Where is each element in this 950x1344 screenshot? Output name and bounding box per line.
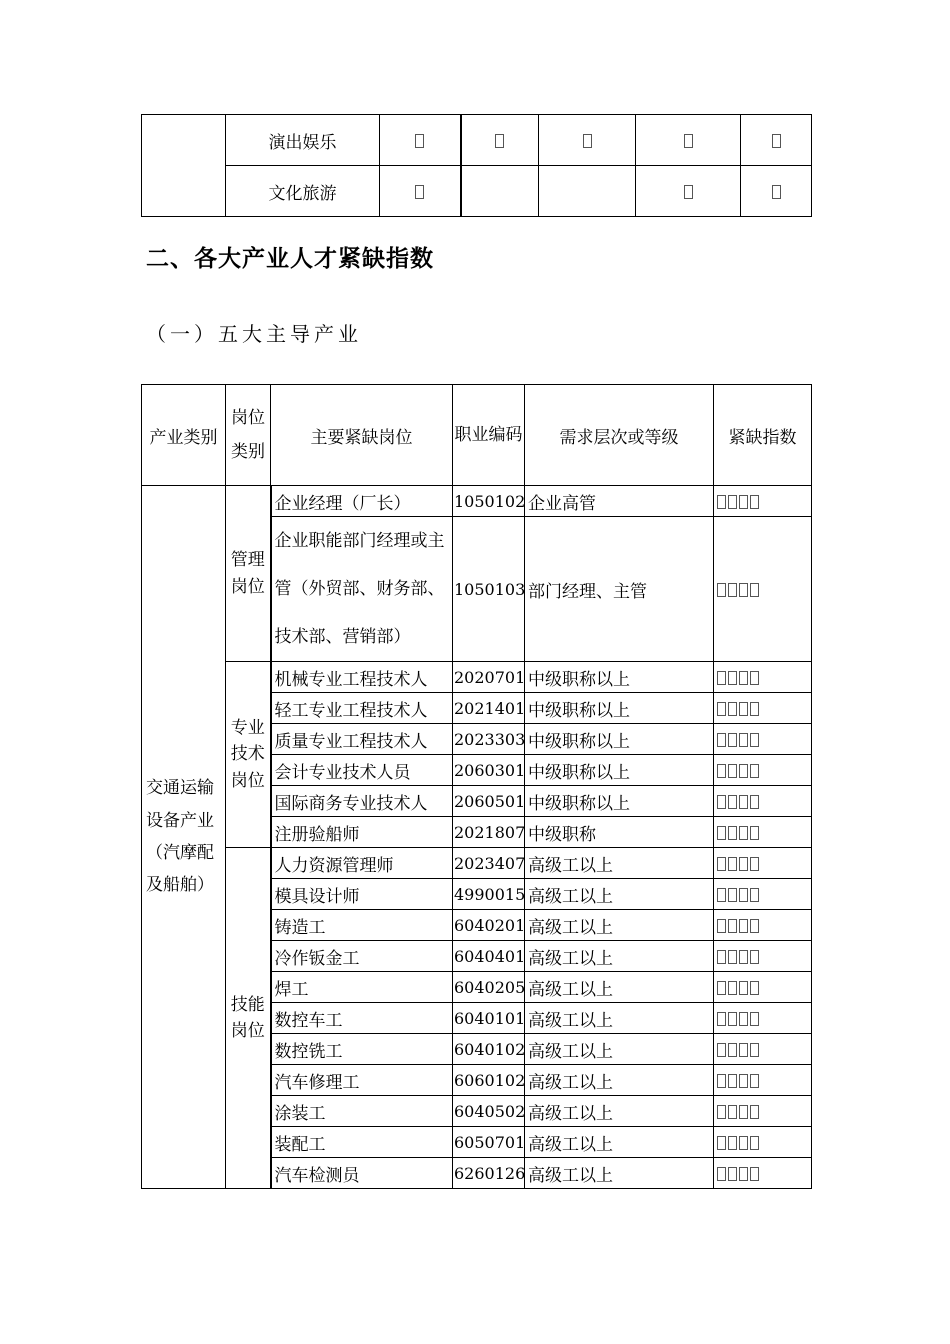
top-table-category-cell <box>142 115 226 217</box>
index-glyph-icon <box>750 888 759 902</box>
job-cell: 人力资源管理师 <box>271 848 453 879</box>
top-table-mark-cell <box>539 166 636 217</box>
header-level: 需求层次或等级 <box>525 385 714 486</box>
index-glyph-icon <box>750 702 759 716</box>
index-cell <box>714 786 812 817</box>
level-cell: 中级职称以上 <box>525 693 714 724</box>
index-glyph-icon <box>728 857 737 871</box>
mark-glyph-icon <box>495 134 504 148</box>
index-cell <box>714 693 812 724</box>
index-glyph-icon <box>750 950 759 964</box>
post-type-cell: 管理岗位 <box>226 486 271 662</box>
level-cell: 部门经理、主管 <box>525 517 714 662</box>
mark-glyph-icon <box>583 134 592 148</box>
job-cell: 涂装工 <box>271 1096 453 1127</box>
code-cell: 6040502 <box>453 1096 525 1127</box>
table-header-row <box>142 385 812 486</box>
index-glyph-icon <box>739 857 748 871</box>
index-glyph-icon <box>739 1043 748 1057</box>
table-row <box>142 662 812 693</box>
index-glyph-icon <box>728 764 737 778</box>
top-table-mark-cell <box>380 115 461 166</box>
level-cell: 高级工以上 <box>525 972 714 1003</box>
index-glyph-icon <box>739 919 748 933</box>
job-cell: 轻工专业工程技术人 <box>271 693 453 724</box>
index-glyph-icon <box>739 1105 748 1119</box>
code-cell: 2060301 <box>453 755 525 786</box>
mark-glyph-icon <box>415 134 424 148</box>
top-table-row <box>142 166 812 217</box>
job-cell: 企业经理（厂长） <box>271 486 453 517</box>
header-index: 紧缺指数 <box>714 385 812 486</box>
top-table-mark-cell <box>741 115 812 166</box>
top-table-label: 文化旅游 <box>226 166 380 217</box>
job-cell: 注册验船师 <box>271 817 453 848</box>
index-glyph-icon <box>717 981 726 995</box>
index-glyph-icon <box>739 583 748 597</box>
mark-glyph-icon <box>684 185 693 199</box>
table-row <box>142 486 812 517</box>
index-glyph-icon <box>750 1167 759 1181</box>
level-cell: 高级工以上 <box>525 1065 714 1096</box>
index-glyph-icon <box>717 919 726 933</box>
level-cell: 高级工以上 <box>525 1158 714 1189</box>
code-cell: 2023407 <box>453 848 525 879</box>
index-glyph-icon <box>739 1136 748 1150</box>
index-glyph-icon <box>728 1136 737 1150</box>
index-glyph-icon <box>728 950 737 964</box>
index-glyph-icon <box>750 857 759 871</box>
index-glyph-icon <box>750 1012 759 1026</box>
index-glyph-icon <box>750 919 759 933</box>
job-cell: 质量专业工程技术人 <box>271 724 453 755</box>
index-cell <box>714 1096 812 1127</box>
index-glyph-icon <box>750 1043 759 1057</box>
index-glyph-icon <box>739 950 748 964</box>
index-glyph-icon <box>717 1012 726 1026</box>
index-cell <box>714 755 812 786</box>
top-table-mark-cell <box>380 166 461 217</box>
index-glyph-icon <box>739 702 748 716</box>
index-glyph-icon <box>739 888 748 902</box>
job-cell: 数控铣工 <box>271 1034 453 1065</box>
code-cell: 4990015 <box>453 879 525 910</box>
code-cell: 2020701 <box>453 662 525 693</box>
shortage-table <box>141 384 812 1189</box>
index-cell <box>714 517 812 662</box>
job-cell: 装配工 <box>271 1127 453 1158</box>
index-glyph-icon <box>739 764 748 778</box>
index-glyph-icon <box>750 733 759 747</box>
top-table-label: 演出娱乐 <box>226 115 380 166</box>
level-cell: 高级工以上 <box>525 941 714 972</box>
code-cell: 6040102 <box>453 1034 525 1065</box>
level-cell: 高级工以上 <box>525 848 714 879</box>
index-glyph-icon <box>717 495 726 509</box>
index-glyph-icon <box>717 702 726 716</box>
job-cell: 冷作钣金工 <box>271 941 453 972</box>
index-glyph-icon <box>728 1167 737 1181</box>
index-glyph-icon <box>717 888 726 902</box>
job-cell: 国际商务专业技术人 <box>271 786 453 817</box>
post-type-cell: 技能岗位 <box>226 848 271 1189</box>
index-glyph-icon <box>750 495 759 509</box>
index-glyph-icon <box>739 1012 748 1026</box>
index-cell <box>714 724 812 755</box>
index-glyph-icon <box>739 733 748 747</box>
index-glyph-icon <box>717 950 726 964</box>
index-glyph-icon <box>739 981 748 995</box>
index-glyph-icon <box>717 1105 726 1119</box>
job-cell: 会计专业技术人员 <box>271 755 453 786</box>
index-glyph-icon <box>728 495 737 509</box>
index-cell <box>714 1003 812 1034</box>
index-glyph-icon <box>717 857 726 871</box>
index-glyph-icon <box>739 671 748 685</box>
index-cell <box>714 848 812 879</box>
index-glyph-icon <box>739 1167 748 1181</box>
index-glyph-icon <box>750 1074 759 1088</box>
index-glyph-icon <box>750 1136 759 1150</box>
index-glyph-icon <box>717 764 726 778</box>
index-cell <box>714 941 812 972</box>
top-table-mark-cell <box>461 166 539 217</box>
index-cell <box>714 817 812 848</box>
index-glyph-icon <box>750 981 759 995</box>
index-cell <box>714 662 812 693</box>
index-glyph-icon <box>739 826 748 840</box>
top-table-mark-cell <box>461 115 539 166</box>
industry-cell: 交通运输设备产业（汽摩配及船舶） <box>142 486 226 1189</box>
index-glyph-icon <box>728 1043 737 1057</box>
job-cell: 焊工 <box>271 972 453 1003</box>
code-cell: 6040205 <box>453 972 525 1003</box>
index-glyph-icon <box>717 583 726 597</box>
header-code: 职业编码 <box>453 385 525 486</box>
code-cell: 2060501 <box>453 786 525 817</box>
index-cell <box>714 1034 812 1065</box>
index-glyph-icon <box>728 702 737 716</box>
mark-glyph-icon <box>415 185 424 199</box>
mark-glyph-icon <box>772 134 781 148</box>
index-glyph-icon <box>717 671 726 685</box>
top-table-row <box>142 115 812 166</box>
index-glyph-icon <box>728 919 737 933</box>
level-cell: 中级职称以上 <box>525 755 714 786</box>
mark-glyph-icon <box>684 134 693 148</box>
level-cell: 中级职称以上 <box>525 662 714 693</box>
level-cell: 中级职称以上 <box>525 786 714 817</box>
index-glyph-icon <box>717 1074 726 1088</box>
index-cell <box>714 1065 812 1096</box>
top-table-mark-cell <box>636 166 741 217</box>
index-glyph-icon <box>750 1105 759 1119</box>
index-glyph-icon <box>728 1074 737 1088</box>
index-glyph-icon <box>750 764 759 778</box>
index-glyph-icon <box>728 583 737 597</box>
job-cell: 汽车修理工 <box>271 1065 453 1096</box>
index-glyph-icon <box>750 826 759 840</box>
index-glyph-icon <box>728 1105 737 1119</box>
top-table-mark-cell <box>636 115 741 166</box>
mark-glyph-icon <box>772 185 781 199</box>
code-cell: 6260126 <box>453 1158 525 1189</box>
index-glyph-icon <box>717 826 726 840</box>
header-post-type: 岗位类别 <box>226 385 271 486</box>
index-glyph-icon <box>750 583 759 597</box>
index-glyph-icon <box>717 1043 726 1057</box>
index-glyph-icon <box>739 495 748 509</box>
level-cell: 高级工以上 <box>525 1127 714 1158</box>
subsection-heading: （一）五大主导产业 <box>146 322 362 346</box>
index-glyph-icon <box>728 888 737 902</box>
index-glyph-icon <box>717 733 726 747</box>
index-glyph-icon <box>717 795 726 809</box>
code-cell: 6050701 <box>453 1127 525 1158</box>
table-row <box>142 848 812 879</box>
index-glyph-icon <box>728 733 737 747</box>
job-cell: 铸造工 <box>271 910 453 941</box>
job-cell: 机械专业工程技术人 <box>271 662 453 693</box>
index-cell <box>714 1158 812 1189</box>
top-table-mark-cell <box>741 166 812 217</box>
top-table <box>141 114 812 217</box>
index-glyph-icon <box>739 1074 748 1088</box>
code-cell: 1050102 <box>453 486 525 517</box>
header-industry: 产业类别 <box>142 385 226 486</box>
index-cell <box>714 910 812 941</box>
index-glyph-icon <box>728 795 737 809</box>
index-cell <box>714 879 812 910</box>
index-glyph-icon <box>739 795 748 809</box>
level-cell: 中级职称 <box>525 817 714 848</box>
job-cell: 数控车工 <box>271 1003 453 1034</box>
level-cell: 高级工以上 <box>525 1003 714 1034</box>
code-cell: 6060102 <box>453 1065 525 1096</box>
index-glyph-icon <box>750 795 759 809</box>
index-cell <box>714 1127 812 1158</box>
index-glyph-icon <box>717 1167 726 1181</box>
level-cell: 高级工以上 <box>525 879 714 910</box>
job-cell: 企业职能部门经理或主管（外贸部、财务部、技术部、营销部） <box>271 517 453 662</box>
code-cell: 6040101 <box>453 1003 525 1034</box>
job-cell: 模具设计师 <box>271 879 453 910</box>
code-cell: 1050103 <box>453 517 525 662</box>
index-cell <box>714 972 812 1003</box>
index-cell <box>714 486 812 517</box>
level-cell: 企业高管 <box>525 486 714 517</box>
code-cell: 2023303 <box>453 724 525 755</box>
code-cell: 2021401 <box>453 693 525 724</box>
index-glyph-icon <box>728 981 737 995</box>
index-glyph-icon <box>728 826 737 840</box>
code-cell: 2021807 <box>453 817 525 848</box>
level-cell: 中级职称以上 <box>525 724 714 755</box>
job-cell: 汽车检测员 <box>271 1158 453 1189</box>
level-cell: 高级工以上 <box>525 910 714 941</box>
index-glyph-icon <box>728 1012 737 1026</box>
code-cell: 6040201 <box>453 910 525 941</box>
top-table-mark-cell <box>539 115 636 166</box>
index-glyph-icon <box>717 1136 726 1150</box>
section-heading: 二、各大产业人才紧缺指数 <box>146 246 434 272</box>
code-cell: 6040401 <box>453 941 525 972</box>
post-type-cell: 专业技术岗位 <box>226 662 271 848</box>
level-cell: 高级工以上 <box>525 1034 714 1065</box>
level-cell: 高级工以上 <box>525 1096 714 1127</box>
index-glyph-icon <box>750 671 759 685</box>
index-glyph-icon <box>728 671 737 685</box>
header-job: 主要紧缺岗位 <box>271 385 453 486</box>
